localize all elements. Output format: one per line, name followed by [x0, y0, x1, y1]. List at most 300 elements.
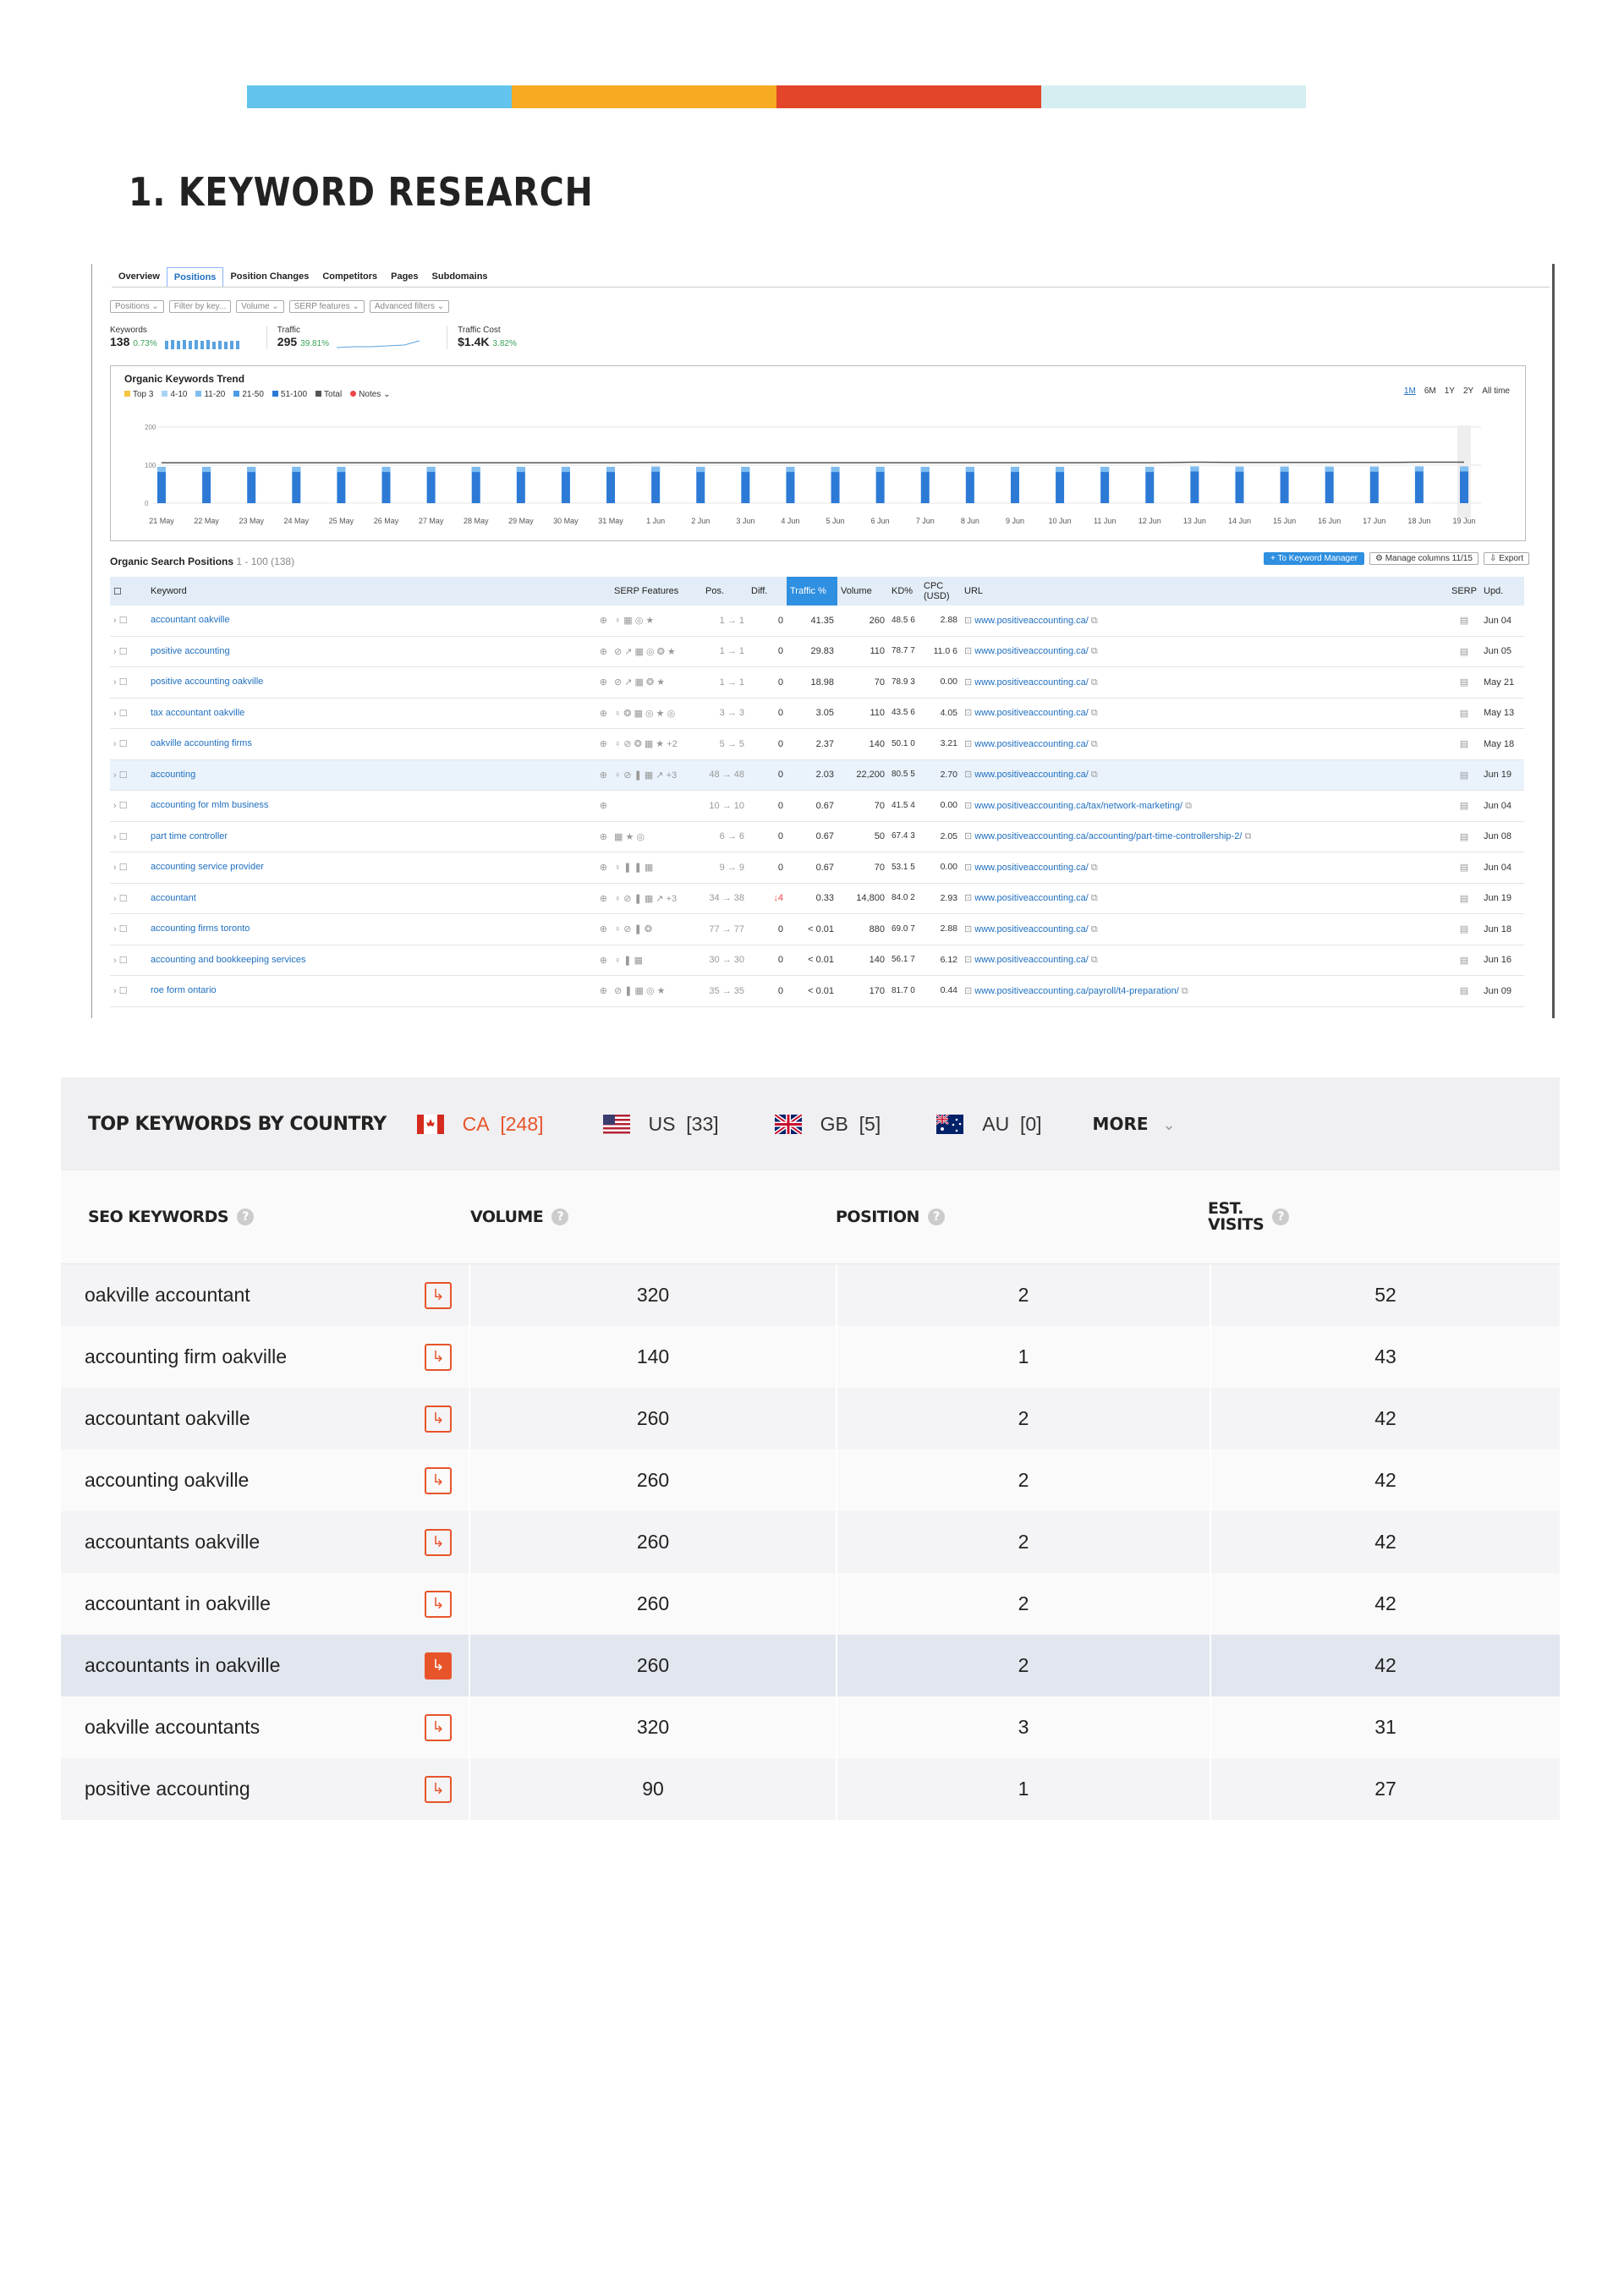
diff-cell: 0 [748, 729, 787, 760]
volume-cell: 260 [470, 1511, 837, 1573]
kpi-delta: 3.82% [492, 339, 517, 348]
volume-cell: 70 [837, 852, 888, 884]
trend-bar[interactable] [651, 467, 660, 503]
volume-cell: 260 [470, 1635, 837, 1696]
kd-cell: 67.4 3 [888, 821, 920, 852]
updated-cell: Jun 09 [1480, 976, 1524, 1007]
table-row[interactable] [110, 729, 1524, 760]
table-row[interactable] [110, 698, 1524, 729]
cpc-cell: 6.12 [920, 945, 961, 976]
x-tick-label: 30 May [553, 517, 579, 525]
updated-cell: Jun 05 [1480, 636, 1524, 667]
trend-bar-top-segment [1100, 467, 1109, 472]
positions-table-body [110, 606, 1524, 1006]
updated-cell: Jun 19 [1480, 759, 1524, 791]
serp-snapshot-icon[interactable]: ▤ [1448, 606, 1480, 636]
visits-cell: 43 [1374, 1345, 1396, 1367]
col-serp-features[interactable]: SERP Features [611, 577, 702, 606]
serp-snapshot-icon[interactable]: ▤ [1448, 976, 1480, 1007]
to-keyword-manager-button[interactable]: + To Keyword Manager [1264, 552, 1364, 565]
trend-bar-top-segment [876, 467, 885, 472]
url-link[interactable]: ⊡ www.positiveaccounting.ca/ ⧉ [961, 636, 1448, 667]
open-keyword-icon[interactable]: ↳ [425, 1344, 452, 1371]
position-cell: 1 → 1 [702, 667, 748, 699]
trend-bar[interactable] [427, 467, 436, 503]
tab-pages[interactable]: Pages [391, 271, 419, 282]
trend-bar[interactable] [606, 467, 615, 503]
diff-cell: 0 [748, 759, 787, 791]
traffic-sparkline [337, 337, 421, 349]
visits-cell: 42 [1374, 1531, 1396, 1553]
range-2y[interactable]: 2Y [1462, 386, 1474, 396]
url-link[interactable]: ⊡ www.positiveaccounting.ca/payroll/t4-preparation/ ⧉ [961, 976, 1448, 1007]
keyword-link[interactable]: part time controller ⊕ [147, 821, 611, 852]
list-item[interactable] [61, 1635, 1560, 1696]
semrush-tabs [112, 267, 1550, 288]
serp-snapshot-icon[interactable]: ▤ [1448, 636, 1480, 667]
col-diff[interactable]: Diff. [748, 577, 787, 606]
serp-snapshot-icon[interactable]: ▤ [1448, 852, 1480, 884]
url-link[interactable]: ⊡ www.positiveaccounting.ca/ ⧉ [961, 606, 1448, 636]
help-icon[interactable]: ? [551, 1208, 568, 1225]
cpc-cell: 11.0 6 [920, 636, 961, 667]
keyword-link[interactable]: accounting firms toronto ⊕ [147, 914, 611, 945]
x-tick-label: 2 Jun [691, 517, 710, 525]
updated-cell: Jun 04 [1480, 852, 1524, 884]
row-checkbox[interactable]: › ☐ [110, 698, 147, 729]
table-row[interactable] [110, 883, 1524, 914]
volume-cell: 140 [837, 945, 888, 976]
keyword-link[interactable]: roe form ontario ⊕ [147, 976, 611, 1007]
volume-cell: 170 [837, 976, 888, 1007]
trend-bar[interactable] [1325, 467, 1334, 503]
serp-snapshot-icon[interactable]: ▤ [1448, 914, 1480, 945]
tab-overview[interactable]: Overview [118, 271, 160, 282]
col-kd[interactable]: KD% [888, 577, 920, 606]
col-cpc[interactable]: CPC (USD) [920, 577, 961, 606]
volume-cell: 260 [470, 1573, 837, 1635]
trend-bar-top-segment [1370, 467, 1379, 472]
position-cell: 77 → 77 [702, 914, 748, 945]
row-checkbox[interactable]: › ☐ [110, 852, 147, 884]
trend-bar[interactable] [1190, 467, 1199, 503]
col-keyword[interactable]: Keyword [147, 577, 611, 606]
tab-country-gb[interactable]: GB [5] [775, 1113, 881, 1136]
help-icon[interactable]: ? [237, 1208, 254, 1225]
legend-total[interactable]: Total [315, 390, 342, 399]
updated-cell: May 18 [1480, 729, 1524, 760]
cpc-cell: 2.88 [920, 914, 961, 945]
keyword-link[interactable]: accounting and bookkeeping services ⊕ [147, 945, 611, 976]
trend-bar-top-segment [1235, 467, 1243, 472]
position-cell: 3 → 3 [702, 698, 748, 729]
x-tick-label: 11 Jun [1093, 517, 1116, 525]
kpi-traffic-cost [447, 326, 517, 349]
kd-cell: 69.0 7 [888, 914, 920, 945]
trend-bar[interactable] [472, 467, 480, 503]
serp-features: ♀ ▦ ◎ ★ [611, 606, 702, 636]
list-item[interactable] [61, 1758, 1560, 1820]
url-link[interactable]: ⊡ www.positiveaccounting.ca/tax/network-marketing/ ⧉ [961, 791, 1448, 822]
trend-bar[interactable] [831, 467, 840, 503]
row-checkbox[interactable]: › ☐ [110, 976, 147, 1007]
kd-cell: 56.1 7 [888, 945, 920, 976]
x-tick-label: 26 May [373, 517, 399, 525]
tab-position-changes[interactable]: Position Changes [230, 271, 310, 282]
legend-51-100[interactable]: 51-100 [272, 390, 307, 399]
traffic-cell: 0.67 [787, 821, 837, 852]
position-cell: 1 [837, 1758, 1211, 1820]
col-updated[interactable]: Upd. [1480, 577, 1524, 606]
traffic-cell: 0.67 [787, 852, 837, 884]
table-row[interactable] [110, 759, 1524, 791]
trend-bar[interactable] [966, 467, 974, 503]
serp-features: ⊘ ❚ ▦ ◎ ★ [611, 976, 702, 1007]
kpi-row [110, 326, 517, 349]
serp-features: ♀ ⊘ ❂ ▦ ★ +2 [611, 729, 702, 760]
keyword-link[interactable]: positive accounting ⊕ [147, 636, 611, 667]
open-keyword-icon[interactable]: ↳ [425, 1652, 452, 1680]
position-cell: 6 → 6 [702, 821, 748, 852]
serp-features: ⊘ ↗ ▦ ◎ ❂ ★ [611, 636, 702, 667]
serp-snapshot-icon[interactable]: ▤ [1448, 945, 1480, 976]
list-item[interactable] [61, 1449, 1560, 1511]
x-tick-label: 1 Jun [646, 517, 666, 525]
volume-cell: 110 [837, 698, 888, 729]
serp-snapshot-icon[interactable]: ▤ [1448, 729, 1480, 760]
x-tick-label: 6 Jun [870, 517, 890, 525]
keyword-link[interactable]: positive accounting oakville ⊕ [147, 667, 611, 699]
x-tick-label: 13 Jun [1182, 517, 1206, 525]
range-1m[interactable]: 1M [1403, 386, 1416, 396]
select-all-checkbox[interactable]: ☐ [110, 577, 147, 606]
x-tick-label: 31 May [598, 517, 623, 525]
x-tick-label: 23 May [239, 517, 264, 525]
table-row[interactable] [110, 914, 1524, 945]
legend-4-10[interactable]: 4-10 [162, 390, 187, 399]
position-cell: 3 [837, 1696, 1211, 1758]
kpi-delta: 39.81% [300, 339, 330, 348]
col-est-visits[interactable]: EST. VISITS ? [1208, 1201, 1560, 1233]
organic-keywords-trend [110, 365, 1526, 541]
y-tick-label: 200 [145, 424, 156, 431]
url-link[interactable]: ⊡ www.positiveaccounting.ca/ ⧉ [961, 914, 1448, 945]
table-row[interactable] [110, 667, 1524, 699]
trend-chart-svg [111, 366, 1525, 540]
trend-bar-top-segment [1190, 467, 1199, 472]
position-cell: 10 → 10 [702, 791, 748, 822]
cpc-cell: 0.44 [920, 976, 961, 1007]
x-tick-label: 16 Jun [1318, 517, 1341, 525]
export-button[interactable]: ⇩ Export [1484, 552, 1529, 565]
col-traffic[interactable]: Traffic % [787, 577, 837, 606]
trend-bar-top-segment [1011, 467, 1019, 472]
trend-bar[interactable] [1281, 467, 1289, 503]
keywords-table-body [61, 1264, 1560, 1820]
position-cell: 1 [837, 1326, 1211, 1388]
keyword-link[interactable]: oakville accounting firms ⊕ [147, 729, 611, 760]
position-cell: 48 → 48 [702, 759, 748, 791]
visits-cell: 31 [1374, 1716, 1396, 1738]
list-item[interactable] [61, 1264, 1560, 1326]
x-tick-label: 24 May [283, 517, 310, 525]
x-tick-label: 25 May [328, 517, 354, 525]
cpc-cell: 0.00 [920, 852, 961, 884]
col-pos[interactable]: Pos. [702, 577, 748, 606]
col-position[interactable]: POSITION ? [836, 1208, 1208, 1226]
tab-subdomains[interactable]: Subdomains [431, 271, 488, 282]
table-row[interactable] [110, 976, 1524, 1007]
row-checkbox[interactable]: › ☐ [110, 791, 147, 822]
keyword-link[interactable]: accountant oakville ⊕ [147, 606, 611, 636]
trend-bar-top-segment [921, 467, 930, 472]
updated-cell: Jun 16 [1480, 945, 1524, 976]
position-cell: 2 [837, 1264, 1211, 1326]
tab-positions[interactable]: Positions [167, 267, 224, 287]
kpi-value: 295 [277, 335, 298, 348]
trend-bar[interactable] [562, 467, 570, 503]
keyword-cell: oakville accountants ↳ [61, 1696, 470, 1758]
kd-cell: 53.1 5 [888, 852, 920, 884]
serp-snapshot-icon[interactable]: ▤ [1448, 759, 1480, 791]
kpi-value: $1.4K [458, 335, 490, 348]
open-keyword-icon[interactable]: ↳ [425, 1714, 452, 1741]
row-checkbox[interactable]: › ☐ [110, 821, 147, 852]
traffic-cell: 18.98 [787, 667, 837, 699]
open-keyword-icon[interactable]: ↳ [425, 1591, 452, 1618]
trend-bar[interactable] [876, 467, 885, 503]
keyword-link[interactable]: accountant ⊕ [147, 883, 611, 914]
keyword-link[interactable]: tax accountant oakville ⊕ [147, 698, 611, 729]
volume-cell: 70 [837, 667, 888, 699]
manage-columns-button[interactable]: ⚙ Manage columns 11/15 [1369, 552, 1479, 565]
serp-snapshot-icon[interactable]: ▤ [1448, 791, 1480, 822]
diff-cell: 0 [748, 945, 787, 976]
trend-bar[interactable] [292, 467, 300, 503]
range-1y[interactable]: 1Y [1444, 386, 1455, 396]
position-cell: 35 → 35 [702, 976, 748, 1007]
trend-bar-top-segment [562, 467, 570, 472]
updated-cell: Jun 18 [1480, 914, 1524, 945]
legend-notes[interactable]: Notes ⌄ [350, 390, 390, 399]
tab-country-ca[interactable]: CA [248] [417, 1113, 544, 1136]
table-row[interactable] [110, 945, 1524, 976]
trend-bar[interactable] [741, 467, 749, 503]
keywords-column-headers [61, 1170, 1560, 1264]
open-keyword-icon[interactable]: ↳ [425, 1467, 452, 1494]
x-tick-label: 5 Jun [826, 517, 845, 525]
trend-bar[interactable] [337, 467, 345, 503]
serp-snapshot-icon[interactable]: ▤ [1448, 821, 1480, 852]
trend-bar[interactable] [696, 467, 705, 503]
list-item[interactable] [61, 1696, 1560, 1758]
row-checkbox[interactable]: › ☐ [110, 606, 147, 636]
list-item[interactable] [61, 1573, 1560, 1635]
serp-features-filter[interactable]: SERP features ⌄ [289, 300, 365, 313]
col-volume[interactable]: Volume [837, 577, 888, 606]
trend-bar[interactable] [202, 467, 211, 503]
advanced-filters[interactable]: Advanced filters ⌄ [370, 300, 449, 313]
kd-cell: 81.7 0 [888, 976, 920, 1007]
trend-bar-top-segment [606, 467, 615, 472]
trend-bar[interactable] [1415, 467, 1424, 503]
serp-features: ♀ ❚ ❚ ▦ [611, 852, 702, 884]
positions-actions [1264, 552, 1529, 565]
trend-bar-top-segment [247, 467, 255, 472]
serp-snapshot-icon[interactable]: ▤ [1448, 698, 1480, 729]
volume-filter[interactable]: Volume ⌄ [236, 300, 284, 313]
volume-cell: 140 [837, 729, 888, 760]
col-url[interactable]: URL [961, 577, 1448, 606]
row-checkbox[interactable]: › ☐ [110, 667, 147, 699]
keyword-cell: accountant in oakville ↳ [61, 1573, 470, 1635]
cpc-cell: 0.00 [920, 667, 961, 699]
serp-snapshot-icon[interactable]: ▤ [1448, 883, 1480, 914]
trend-bar[interactable] [786, 467, 794, 503]
open-keyword-icon[interactable]: ↳ [425, 1282, 452, 1309]
tab-country-us[interactable]: US [33] [603, 1113, 719, 1136]
uk-flag-icon [775, 1115, 802, 1134]
col-volume[interactable]: VOLUME ? [470, 1208, 836, 1226]
diff-cell: 0 [748, 976, 787, 1007]
help-icon[interactable]: ? [928, 1208, 945, 1225]
color-strip [247, 85, 1306, 108]
kpi-delta: 0.73% [133, 339, 157, 348]
tab-country-au[interactable]: AU [0] [936, 1113, 1041, 1136]
row-checkbox[interactable]: › ☐ [110, 759, 147, 791]
trend-bar[interactable] [1100, 467, 1109, 503]
row-checkbox[interactable]: › ☐ [110, 883, 147, 914]
table-row[interactable] [110, 791, 1524, 822]
updated-cell: Jun 19 [1480, 883, 1524, 914]
kd-cell: 84.0 2 [888, 883, 920, 914]
diff-cell: 0 [748, 914, 787, 945]
trend-bar-top-segment [1145, 467, 1154, 472]
legend-21-50[interactable]: 21-50 [233, 390, 264, 399]
updated-cell: Jun 04 [1480, 791, 1524, 822]
trend-bar[interactable] [157, 467, 166, 503]
serp-features: ▦ ★ ◎ [611, 821, 702, 852]
x-tick-label: 3 Jun [736, 517, 755, 525]
col-serp[interactable]: SERP [1448, 577, 1480, 606]
keywords-sparkbars [165, 337, 241, 349]
panel-right-border [1552, 264, 1555, 1018]
kpi-value: 138 [110, 335, 130, 348]
volume-cell: 22,200 [837, 759, 888, 791]
list-item[interactable] [61, 1326, 1560, 1388]
volume-cell: 70 [837, 791, 888, 822]
keyword-link[interactable]: accounting ⊕ [147, 759, 611, 791]
url-link[interactable]: ⊡ www.positiveaccounting.ca/accounting/part-time-controllership-2/ ⧉ [961, 821, 1448, 852]
tab-competitors[interactable]: Competitors [322, 271, 378, 282]
url-link[interactable]: ⊡ www.positiveaccounting.ca/ ⧉ [961, 667, 1448, 699]
row-checkbox[interactable]: › ☐ [110, 636, 147, 667]
url-link[interactable]: ⊡ www.positiveaccounting.ca/ ⧉ [961, 698, 1448, 729]
trend-bar[interactable] [1145, 467, 1154, 503]
serp-snapshot-icon[interactable]: ▤ [1448, 667, 1480, 699]
url-link[interactable]: ⊡ www.positiveaccounting.ca/ ⧉ [961, 852, 1448, 884]
open-keyword-icon[interactable]: ↳ [425, 1776, 452, 1803]
col-seo-keywords[interactable]: SEO KEYWORDS ? [61, 1208, 470, 1226]
color-strip-blue [247, 85, 512, 108]
table-row[interactable] [110, 852, 1524, 884]
trend-bar[interactable] [1056, 467, 1064, 503]
x-tick-label: 9 Jun [1005, 517, 1024, 525]
keyword-link[interactable]: accounting for mlm business ⊕ [147, 791, 611, 822]
volume-cell: 260 [470, 1388, 837, 1449]
x-tick-label: 21 May [149, 517, 174, 525]
range-6m[interactable]: 6M [1424, 386, 1436, 396]
trend-bar[interactable] [921, 467, 930, 503]
trend-bar-top-segment [1281, 467, 1289, 472]
trend-bar[interactable] [1235, 467, 1243, 503]
kd-cell: 41.5 4 [888, 791, 920, 822]
url-link[interactable]: ⊡ www.positiveaccounting.ca/ ⧉ [961, 759, 1448, 791]
range-all-time[interactable]: All time [1482, 386, 1510, 396]
trend-bar-top-segment [517, 467, 525, 472]
trend-bar[interactable] [247, 467, 255, 503]
table-row[interactable] [110, 636, 1524, 667]
trend-bar-top-segment [651, 467, 660, 472]
position-cell: 2 [837, 1388, 1211, 1449]
open-keyword-icon[interactable]: ↳ [425, 1406, 452, 1433]
positions-filter[interactable]: Positions ⌄ [110, 300, 164, 313]
diff-cell: 0 [748, 698, 787, 729]
traffic-cell: < 0.01 [787, 914, 837, 945]
trend-bar[interactable] [1370, 467, 1379, 503]
url-link[interactable]: ⊡ www.positiveaccounting.ca/ ⧉ [961, 883, 1448, 914]
trend-bar[interactable] [1460, 467, 1468, 503]
table-row[interactable] [110, 821, 1524, 852]
row-checkbox[interactable]: › ☐ [110, 945, 147, 976]
keyword-link[interactable]: accounting service provider ⊕ [147, 852, 611, 884]
trend-bar[interactable] [1011, 467, 1019, 503]
open-keyword-icon[interactable]: ↳ [425, 1529, 452, 1556]
legend-top3[interactable]: Top 3 [124, 390, 153, 399]
x-tick-label: 18 Jun [1407, 517, 1431, 525]
updated-cell: May 13 [1480, 698, 1524, 729]
trend-bar[interactable] [382, 467, 391, 503]
trend-bar-top-segment [157, 467, 166, 472]
trend-bar-top-segment [292, 467, 300, 472]
position-cell: 2 [837, 1449, 1211, 1511]
cpc-cell: 2.05 [920, 821, 961, 852]
list-item[interactable] [61, 1388, 1560, 1449]
more-countries-button[interactable]: MORE ⌄ [1092, 1114, 1176, 1134]
visits-cell: 42 [1374, 1654, 1396, 1676]
trend-bar[interactable] [517, 467, 525, 503]
trend-bar-top-segment [696, 467, 705, 472]
updated-cell: May 21 [1480, 667, 1524, 699]
trend-bar-top-segment [741, 467, 749, 472]
list-item[interactable] [61, 1511, 1560, 1573]
traffic-cell: 0.67 [787, 791, 837, 822]
filter-bar [110, 300, 449, 313]
url-link[interactable]: ⊡ www.positiveaccounting.ca/ ⧉ [961, 945, 1448, 976]
row-checkbox[interactable]: › ☐ [110, 729, 147, 760]
keyword-filter-input[interactable]: Filter by key... [169, 300, 232, 313]
help-icon[interactable]: ? [1272, 1208, 1289, 1225]
legend-11-20[interactable]: 11-20 [195, 390, 225, 399]
x-tick-label: 7 Jun [915, 517, 935, 525]
keyword-cell: oakville accountant ↳ [61, 1264, 470, 1326]
url-link[interactable]: ⊡ www.positiveaccounting.ca/ ⧉ [961, 729, 1448, 760]
keyword-cell: accountants oakville ↳ [61, 1511, 470, 1573]
table-row[interactable] [110, 606, 1524, 636]
row-checkbox[interactable]: › ☐ [110, 914, 147, 945]
x-tick-label: 4 Jun [781, 517, 800, 525]
trend-bar-top-segment [1460, 467, 1468, 472]
